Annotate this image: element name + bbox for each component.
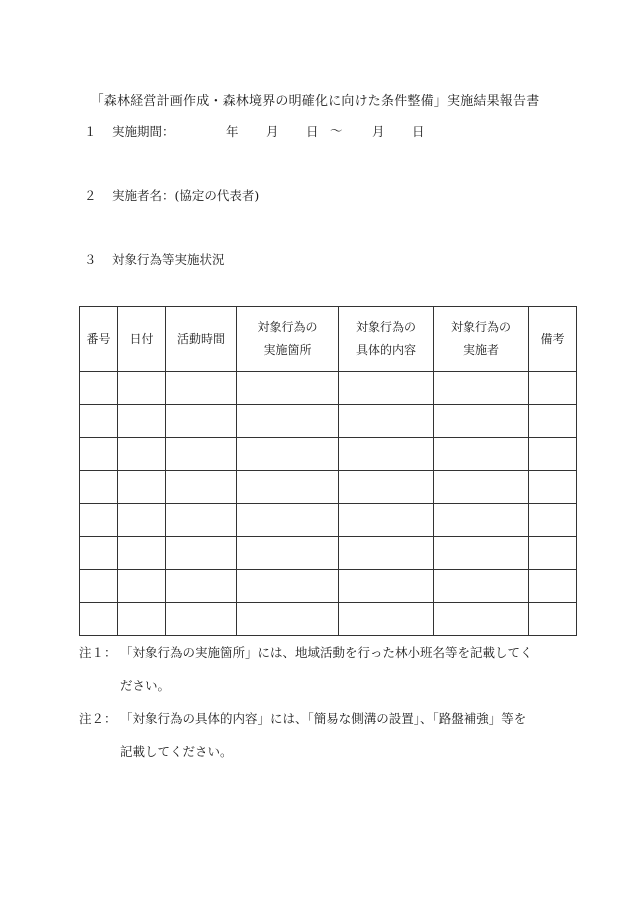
header-activity-time: 活動時間 — [166, 307, 237, 372]
period-year-unit: 年 — [226, 124, 239, 139]
header-location: 対象行為の 実施箇所 — [237, 307, 339, 372]
header-date: 日付 — [118, 307, 166, 372]
table-cell[interactable] — [118, 537, 166, 570]
section-1-number: １ — [84, 124, 97, 139]
table-cell[interactable] — [434, 570, 529, 603]
note-1 — [79, 636, 579, 702]
implementation-period-line — [84, 122, 175, 140]
note-2-continuation: 記載してください。 — [120, 744, 233, 759]
note-1-label: 注１： — [79, 645, 117, 660]
header-content: 対象行為の 具体的内容 — [339, 307, 434, 372]
table-row — [80, 438, 577, 471]
table-cell[interactable] — [339, 504, 434, 537]
implementation-period-label: 実施期間： — [111, 124, 175, 139]
table-cell[interactable] — [434, 537, 529, 570]
table-cell[interactable] — [118, 405, 166, 438]
table-cell[interactable] — [529, 438, 577, 471]
table-cell[interactable] — [118, 471, 166, 504]
table-cell[interactable] — [529, 372, 577, 405]
table-cell[interactable] — [118, 438, 166, 471]
table-cell[interactable] — [166, 438, 237, 471]
table-cell[interactable] — [434, 603, 529, 636]
table-cell[interactable] — [237, 438, 339, 471]
period-range-tilde: ～ — [330, 123, 343, 138]
table-cell[interactable] — [80, 537, 118, 570]
table-row — [80, 504, 577, 537]
section-2-number: ２ — [84, 188, 97, 203]
table-cell[interactable] — [80, 405, 118, 438]
table-cell[interactable] — [529, 504, 577, 537]
table-cell[interactable] — [118, 372, 166, 405]
activity-status-line — [84, 250, 225, 268]
table-cell[interactable] — [166, 603, 237, 636]
table-cell[interactable] — [237, 537, 339, 570]
table-cell[interactable] — [237, 603, 339, 636]
note-2-text: 「対象行為の具体的内容」には、「簡易な側溝の設置」、「路盤補強」等を — [120, 711, 527, 726]
period-month-unit-start: 月 — [266, 124, 279, 139]
table-cell[interactable] — [237, 570, 339, 603]
table-cell[interactable] — [118, 570, 166, 603]
table-cell[interactable] — [339, 537, 434, 570]
table-row — [80, 405, 577, 438]
document-title: 「森林経営計画作成・森林境界の明確化に向けた条件整備」実施結果報告書 — [90, 94, 540, 109]
table-cell[interactable] — [118, 603, 166, 636]
period-month-unit-end: 月 — [372, 124, 385, 139]
table-row — [80, 471, 577, 504]
header-number: 番号 — [80, 307, 118, 372]
activity-table — [79, 306, 577, 636]
table-cell[interactable] — [166, 471, 237, 504]
table-cell[interactable] — [529, 603, 577, 636]
table-row — [80, 537, 577, 570]
table-cell[interactable] — [80, 372, 118, 405]
table-cell[interactable] — [529, 570, 577, 603]
table-row — [80, 570, 577, 603]
implementer-name-label: 実施者名：(協定の代表者) — [111, 188, 260, 203]
table-cell[interactable] — [237, 471, 339, 504]
table-cell[interactable] — [339, 471, 434, 504]
table-cell[interactable] — [80, 438, 118, 471]
note-1-text: 「対象行為の実施箇所」には、地域活動を行った林小班名等を記載してく — [120, 645, 533, 660]
table-cell[interactable] — [166, 570, 237, 603]
header-remarks: 備考 — [529, 307, 577, 372]
table-cell[interactable] — [339, 372, 434, 405]
table-cell[interactable] — [434, 471, 529, 504]
table-cell[interactable] — [166, 537, 237, 570]
table-cell[interactable] — [529, 405, 577, 438]
table-cell[interactable] — [529, 537, 577, 570]
note-2-label: 注２： — [79, 711, 117, 726]
period-day-unit-end: 日 — [412, 124, 425, 139]
table-cell[interactable] — [339, 603, 434, 636]
table-cell[interactable] — [434, 438, 529, 471]
table-cell[interactable] — [339, 570, 434, 603]
table-cell[interactable] — [434, 504, 529, 537]
table-cell[interactable] — [434, 372, 529, 405]
period-day-unit-start: 日 — [306, 124, 319, 139]
note-1-continuation: ださい。 — [120, 678, 171, 693]
table-cell[interactable] — [339, 405, 434, 438]
table-cell[interactable] — [166, 372, 237, 405]
table-cell[interactable] — [529, 471, 577, 504]
table-cell[interactable] — [434, 405, 529, 438]
table-cell[interactable] — [80, 603, 118, 636]
table-cell[interactable] — [237, 504, 339, 537]
table-cell[interactable] — [80, 471, 118, 504]
table-cell[interactable] — [80, 504, 118, 537]
table-cell[interactable] — [237, 372, 339, 405]
table-body — [80, 372, 577, 636]
activity-status-label: 対象行為等実施状況 — [111, 252, 225, 267]
table-row — [80, 603, 577, 636]
implementer-name-line — [84, 186, 259, 204]
table-cell[interactable] — [166, 405, 237, 438]
table-row — [80, 372, 577, 405]
table-cell[interactable] — [237, 405, 339, 438]
table-cell[interactable] — [118, 504, 166, 537]
notes-section — [79, 636, 579, 768]
section-3-number: ３ — [84, 252, 97, 267]
table-cell[interactable] — [80, 570, 118, 603]
note-2 — [79, 702, 579, 768]
table-cell[interactable] — [339, 438, 434, 471]
table-cell[interactable] — [166, 504, 237, 537]
table-header-row — [80, 307, 577, 372]
header-implementer: 対象行為の 実施者 — [434, 307, 529, 372]
